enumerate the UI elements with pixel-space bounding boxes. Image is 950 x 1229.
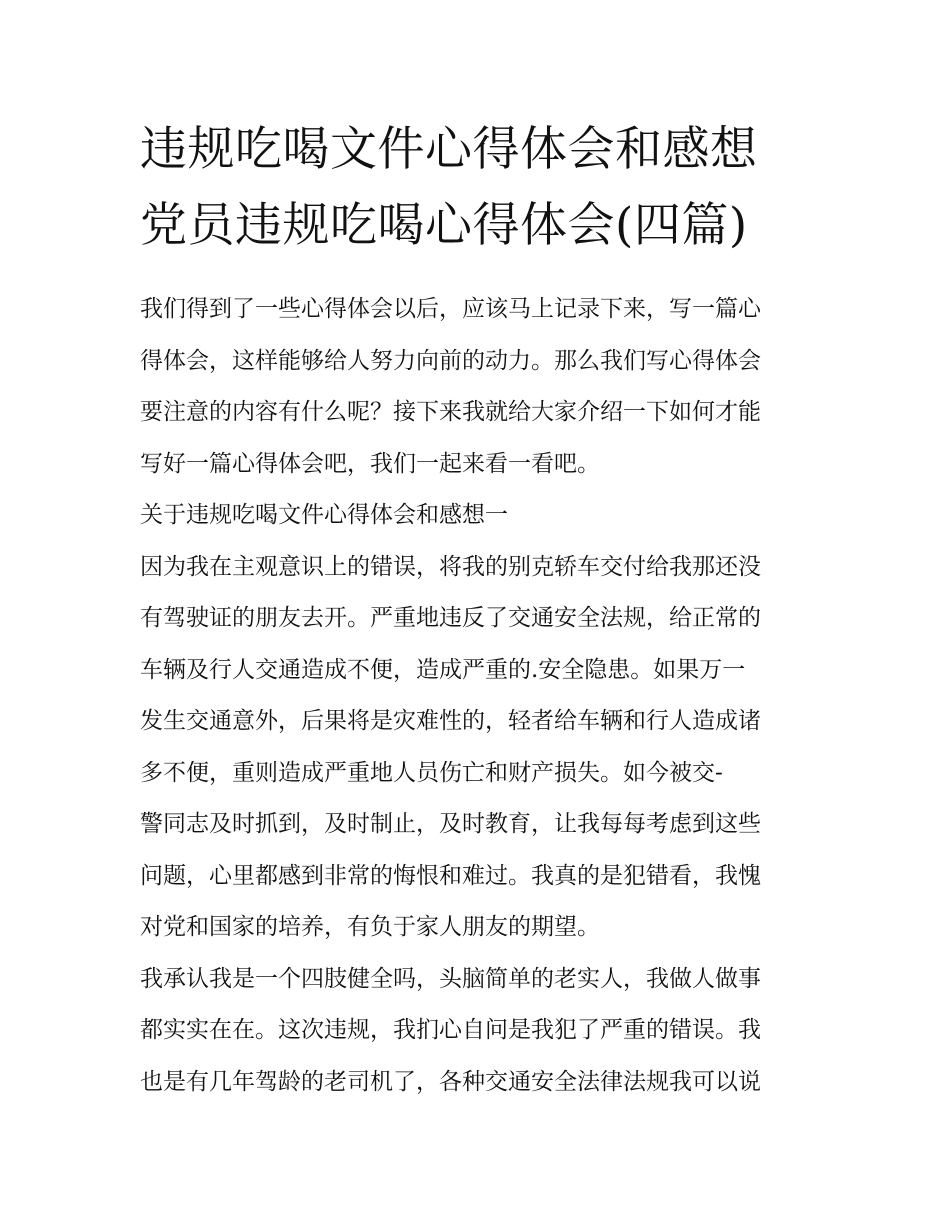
paragraph-line: 对党和国家的培养，有负于家人朋友的期望。 [140,914,600,940]
paragraph-line: 有驾驶证的朋友去开。严重地违反了交通安全法规，给正常的 [140,605,761,631]
paragraph-line: 发生交通意外，后果将是灾难性的，轻者给车辆和行人造成诸 [140,708,761,734]
paragraph-line: 我们得到了一些心得体会以后，应该马上记录下来，写一篇心 [140,296,761,322]
paragraph-line: 问题，心里都感到非常的悔恨和难过。我真的是犯错看，我愧 [140,862,761,889]
paragraph-line: 我承认我是一个四肢健全吗，头脑简单的老实人，我做人做事 [140,965,761,992]
paragraph-line: 写好一篇心得体会吧，我们一起来看一看吧。 [140,450,600,477]
document-title-line-1: 违规吃喝文件心得体会和感想 [140,122,758,177]
paragraph-line: 也是有几年驾龄的老司机了，各种交通安全法律法规我可以说 [140,1068,761,1095]
paragraph-line: 多不便，重则造成严重地人员伤亡和财产损失。如今被交- [140,759,723,786]
paragraph-line: 要注意的内容有什么呢？接下来我就给大家介绍一下如何才能 [140,399,761,425]
paragraph-line: 车辆及行人交通造成不便，造成严重的.安全隐患。如果万一 [140,656,746,683]
paragraph-line: 得体会，这样能够给人努力向前的动力。那么我们写心得体会 [140,347,761,374]
document-content [140,112,812,1108]
paragraph-line: 警同志及时抓到，及时制止，及时教育，让我每每考虑到这些 [140,811,761,837]
paragraph-line: 因为我在主观意识上的错误，将我的别克轿车交付给我那还没 [140,553,761,580]
document-title-line-2: 党员违规吃喝心得体会(四篇) [140,198,748,253]
paragraph-line: 都实实在在。这次违规，我扪心自问是我犯了严重的错误。我 [140,1017,761,1043]
title-spacer [140,264,812,284]
section-heading: 关于违规吃喝文件心得体会和感想一 [140,502,508,528]
